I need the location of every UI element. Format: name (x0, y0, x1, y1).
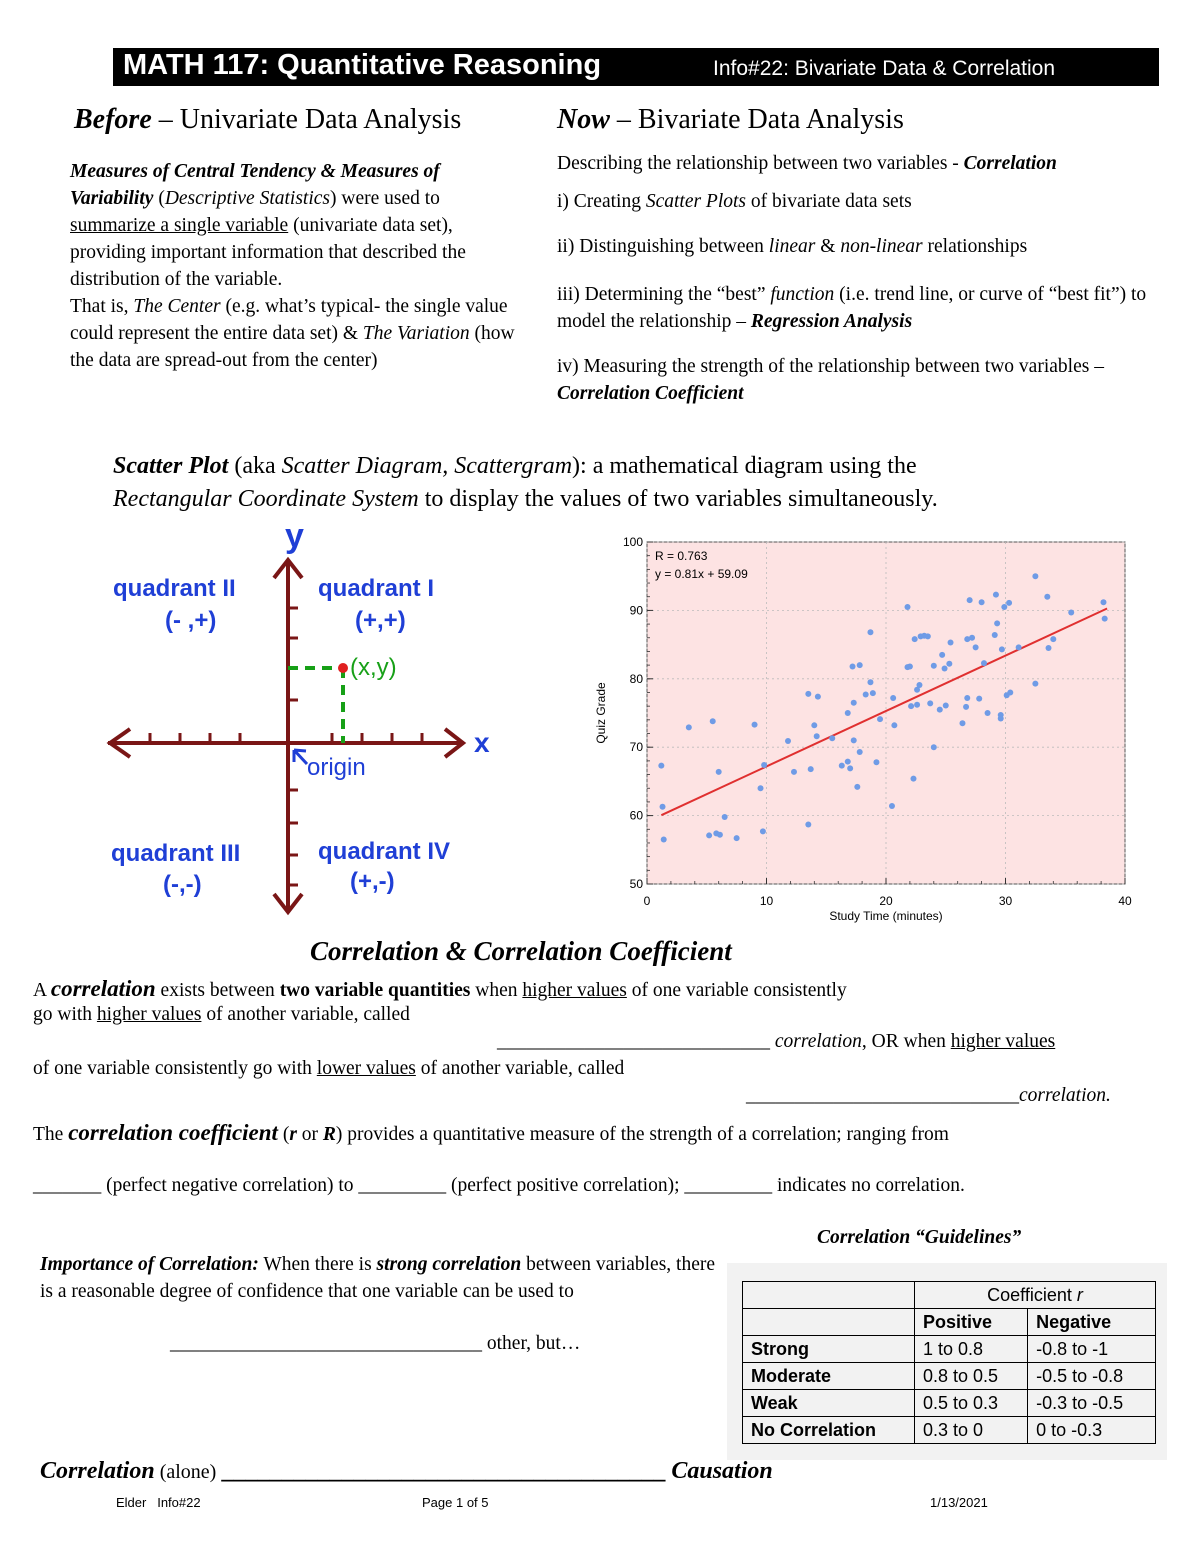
x-tick-label: 0 (643, 894, 651, 908)
data-point (979, 599, 985, 605)
data-point (931, 663, 937, 669)
x-axis-title: Study Time (minutes) (829, 909, 943, 923)
footer-date: 1/13/2021 (930, 1495, 988, 1510)
quadrant-1-name: quadrant I (318, 575, 435, 602)
y-tick-label: 50 (629, 877, 643, 891)
data-point (946, 661, 952, 667)
quadrant-3-sign: (-,-) (163, 871, 202, 898)
data-point (829, 735, 835, 741)
y-tick-label: 80 (629, 671, 643, 686)
table-row: Strong 1 to 0.8 -0.8 to -1 (743, 1336, 1156, 1363)
data-point (854, 784, 860, 790)
data-point (908, 703, 914, 709)
data-point (891, 722, 897, 728)
quadrant-3-name: quadrant III (111, 840, 241, 867)
data-point (847, 765, 853, 771)
table-row: Moderate 0.8 to 0.5 -0.5 to -0.8 (743, 1363, 1156, 1390)
data-point (931, 744, 937, 750)
correlation-line-5: ____________________________correlation. (746, 1085, 1111, 1106)
correlation-heading: Correlation & Correlation Coefficient (310, 936, 732, 966)
importance-paragraph: Importance of Correlation: When there is strong correlation between variables, there is a reasonable degree of confidence that one variable can be used to (40, 1254, 716, 1302)
quadrant-1-sign: (+,+) (355, 607, 406, 634)
data-point (873, 759, 879, 765)
point-guide-lines (288, 668, 343, 743)
data-point (907, 663, 913, 669)
data-point (994, 620, 1000, 626)
data-point (877, 716, 883, 722)
data-point (998, 715, 1004, 721)
data-point (916, 682, 922, 688)
now-item-iii: iii) Determining the “best” function (i.e. trend line, or curve of “best fit”) to model the relationship – Regression Analysis (557, 284, 1147, 332)
data-point (867, 629, 873, 635)
data-point (845, 759, 851, 765)
now-heading: Now – Bivariate Data Analysis (557, 104, 904, 135)
x-tick-label: 10 (759, 894, 774, 908)
y-tick-label: 60 (629, 808, 643, 823)
y-axis-title: Quiz Grade (594, 682, 608, 744)
x-tick-label: 40 (1118, 894, 1132, 908)
scatter-definition: Scatter Plot (aka Scatter Diagram, Scattergram): a mathematical diagram using the Rectangular Coordinate System to display the values of two variables simultaneously. (113, 453, 938, 512)
data-point (927, 700, 933, 706)
data-point (857, 662, 863, 668)
data-point (761, 762, 767, 768)
data-point (890, 695, 896, 701)
data-point (811, 722, 817, 728)
point-marker (338, 663, 348, 673)
data-point (758, 785, 764, 791)
data-point (839, 763, 845, 769)
data-point (815, 694, 821, 700)
data-point (857, 749, 863, 755)
data-point (942, 666, 948, 672)
footer-author: Elder Info#22 (116, 1495, 201, 1510)
data-point (851, 700, 857, 706)
data-point (937, 707, 943, 713)
data-point (948, 640, 954, 646)
data-point (1032, 573, 1038, 579)
now-item-iv: iv) Measuring the strength of the relationship between two variables – Correlation Coefficient (557, 356, 1104, 404)
quadrant-2-name: quadrant II (113, 575, 236, 602)
data-point (964, 695, 970, 701)
data-point (981, 660, 987, 666)
now-describing: Describing the relationship between two variables - Correlation (557, 153, 1057, 174)
data-point (1046, 645, 1052, 651)
data-point (912, 636, 918, 642)
before-paragraph: Measures of Central Tendency & Measures of Variability (Descriptive Statistics) were used to summarize a single variable (univariate data set), providing important information that described the distribution of the variable. That is, The Center (e.g. what’s typical- the single value could represent the entire data set) & The Variation (how the data are spread-out from the center) (70, 161, 515, 371)
data-point (661, 837, 667, 843)
annotation-r: R = 0.763 (655, 549, 708, 563)
data-point (967, 597, 973, 603)
data-point (999, 646, 1005, 652)
data-point (993, 592, 999, 598)
data-point (1100, 599, 1106, 605)
scatter-chart (585, 530, 1145, 930)
origin-arrow-icon (294, 750, 307, 764)
guidelines-title: Correlation “Guidelines” (817, 1227, 1022, 1248)
correlation-line-4: of one variable consistently go with lower values of another variable, called (33, 1058, 625, 1079)
table-row: No Correlation 0.3 to 0 0 to -0.3 (743, 1417, 1156, 1444)
data-point (870, 690, 876, 696)
annotation-equation: y = 0.81x + 59.09 (655, 567, 748, 581)
importance-blank-line: ________________________________ other, but… (170, 1333, 581, 1354)
data-point (785, 738, 791, 744)
data-point (943, 702, 949, 708)
quadrant-4-sign: (+,-) (350, 868, 395, 895)
guidelines-table (742, 1281, 1156, 1444)
data-point (716, 769, 722, 775)
data-point (686, 724, 692, 730)
quadrant-2-sign: (- ,+) (165, 607, 217, 634)
y-tick-label: 70 (629, 740, 643, 755)
origin-label: origin (307, 754, 366, 781)
data-point (805, 821, 811, 827)
data-point (722, 814, 728, 820)
data-point (1016, 644, 1022, 650)
data-point (1050, 636, 1056, 642)
data-point (1032, 681, 1038, 687)
data-point (985, 710, 991, 716)
data-point (925, 633, 931, 639)
course-title: MATH 117: Quantitative Reasoning (123, 49, 602, 81)
data-point (1102, 616, 1108, 622)
data-point (914, 702, 920, 708)
now-item-i: i) Creating Scatter Plots of bivariate data sets (557, 191, 912, 212)
x-tick-label: 30 (998, 894, 1013, 908)
col-positive: Positive (915, 1309, 1028, 1336)
now-item-ii: ii) Distinguishing between linear & non-linear relationships (557, 236, 1028, 257)
data-point (658, 763, 664, 769)
data-point (791, 769, 797, 775)
data-point (973, 644, 979, 650)
x-tick-label: 20 (879, 894, 893, 908)
causation-line: Correlation (alone) _____________________________________ Causation (40, 1458, 773, 1484)
y-tick-label: 100 (622, 535, 643, 549)
correlation-coefficient-line: The correlation coefficient (r or R) provides a quantitative measure of the strength of a correlation; ranging from (33, 1120, 949, 1145)
col-negative: Negative (1028, 1309, 1156, 1336)
data-point (889, 803, 895, 809)
data-point (959, 720, 965, 726)
data-point (660, 804, 666, 810)
info-title: Info#22: Bivariate Data & Correlation (713, 57, 1056, 80)
data-point (992, 632, 998, 638)
data-point (850, 663, 856, 669)
data-point (814, 733, 820, 739)
data-point (910, 776, 916, 782)
point-label: (x,y) (350, 654, 397, 681)
correlation-range-line: _______ (perfect negative correlation) to _________ (perfect positive correlation); _________ indicates no correlation. (33, 1175, 965, 1196)
quadrant-4-name: quadrant IV (318, 838, 451, 865)
data-point (706, 832, 712, 838)
correlation-line-1: A correlation exists between two variable quantities when higher values of one variable consistently (33, 976, 847, 1001)
data-point (808, 766, 814, 772)
y-axis-label: y (285, 520, 304, 555)
data-point (845, 710, 851, 716)
table-row: Weak 0.5 to 0.3 -0.3 to -0.5 (743, 1390, 1156, 1417)
data-point (976, 696, 982, 702)
data-point (969, 635, 975, 641)
correlation-line-3: ____________________________ correlation, OR when higher values (497, 1031, 1056, 1052)
data-point (939, 652, 945, 658)
data-point (863, 692, 869, 698)
data-point (1007, 689, 1013, 695)
data-point (1068, 609, 1074, 615)
data-point (1044, 594, 1050, 600)
data-point (760, 828, 766, 834)
before-heading: Before – Univariate Data Analysis (74, 104, 462, 135)
data-point (963, 704, 969, 710)
quadrant-diagram (100, 520, 510, 925)
data-point (752, 722, 758, 728)
correlation-line-2: go with higher values of another variable, called (33, 1004, 410, 1025)
data-point (805, 691, 811, 697)
data-point (1006, 600, 1012, 606)
y-tick-label: 90 (629, 603, 643, 618)
coefficient-header: Coefficient r (915, 1282, 1156, 1309)
footer-page: Page 1 of 5 (422, 1495, 489, 1510)
data-point (734, 835, 740, 841)
data-point (710, 718, 716, 724)
data-point (867, 679, 873, 685)
data-point (1001, 604, 1007, 610)
x-axis-label: x (474, 727, 490, 758)
data-point (905, 604, 911, 610)
data-point (717, 832, 723, 838)
data-point (851, 737, 857, 743)
